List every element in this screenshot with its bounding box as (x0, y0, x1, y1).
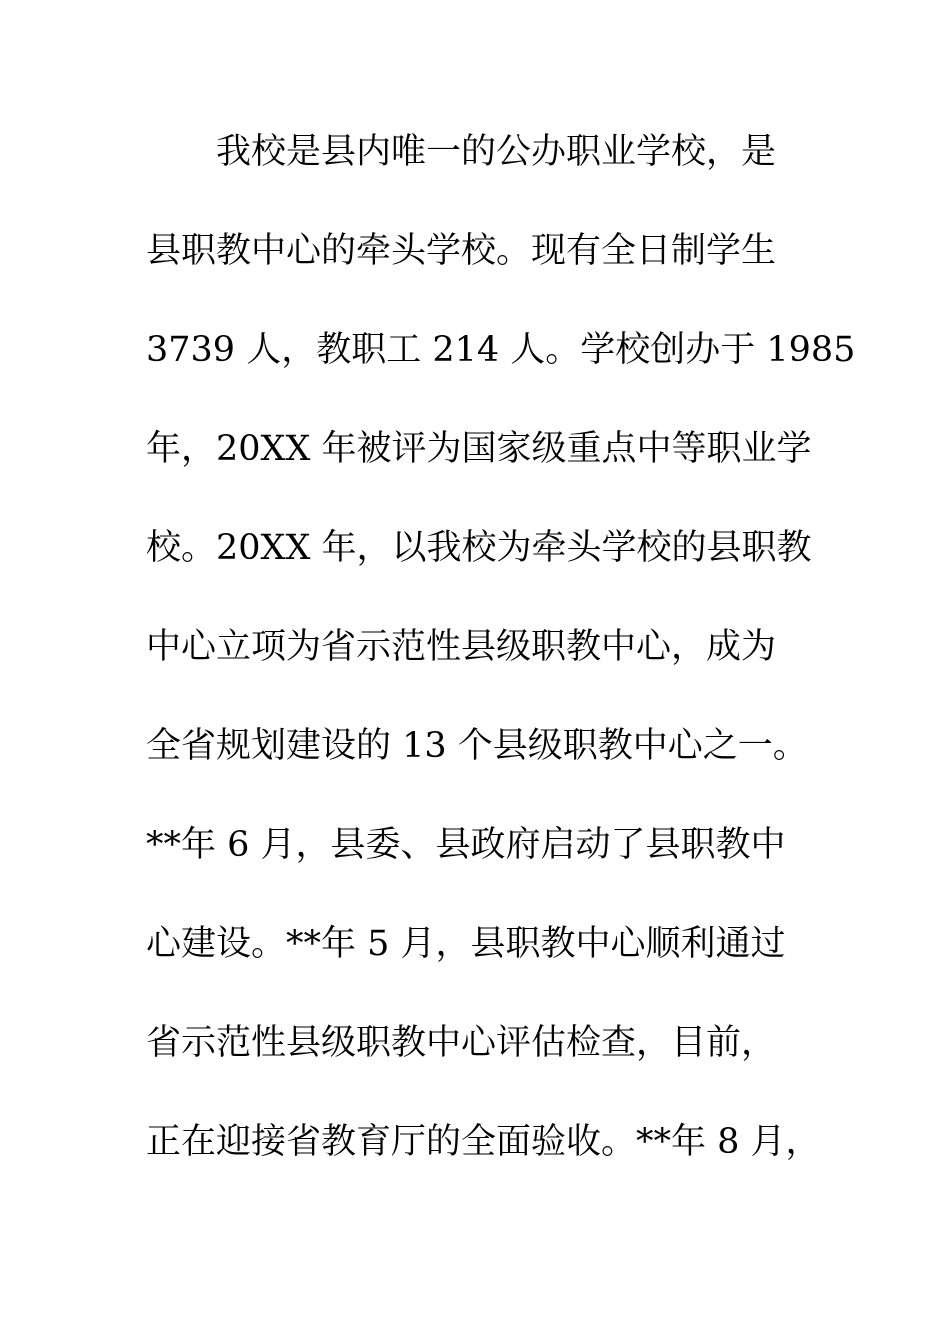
paragraph-line: 全省规划建设的 13 个县级职教中心之一。 (146, 726, 808, 766)
paragraph-line: **年 6 月，县委、县政府启动了县职教中 (146, 825, 786, 865)
paragraph-line: 中心立项为省示范性县级职教中心，成为 (146, 627, 777, 667)
paragraph-line: 校。20XX 年，以我校为牵头学校的县职教 (146, 528, 812, 568)
paragraph-line: 县职教中心的牵头学校。现有全日制学生 (146, 231, 777, 271)
paragraph-line: 我校是县内唯一的公办职业学校，是 (216, 132, 777, 172)
paragraph-line: 心建设。**年 5 月，县职教中心顺利通过 (146, 924, 786, 964)
paragraph-line: 3739 人，教职工 214 人。学校创办于 1985 (146, 330, 856, 370)
body-paragraph (146, 124, 856, 1213)
paragraph-line: 年，20XX 年被评为国家级重点中等职业学 (146, 429, 812, 469)
paragraph-line: 省示范性县级职教中心评估检查，目前， (146, 1023, 777, 1063)
paragraph-line: 正在迎接省教育厅的全面验收。**年 8 月， (146, 1122, 821, 1162)
